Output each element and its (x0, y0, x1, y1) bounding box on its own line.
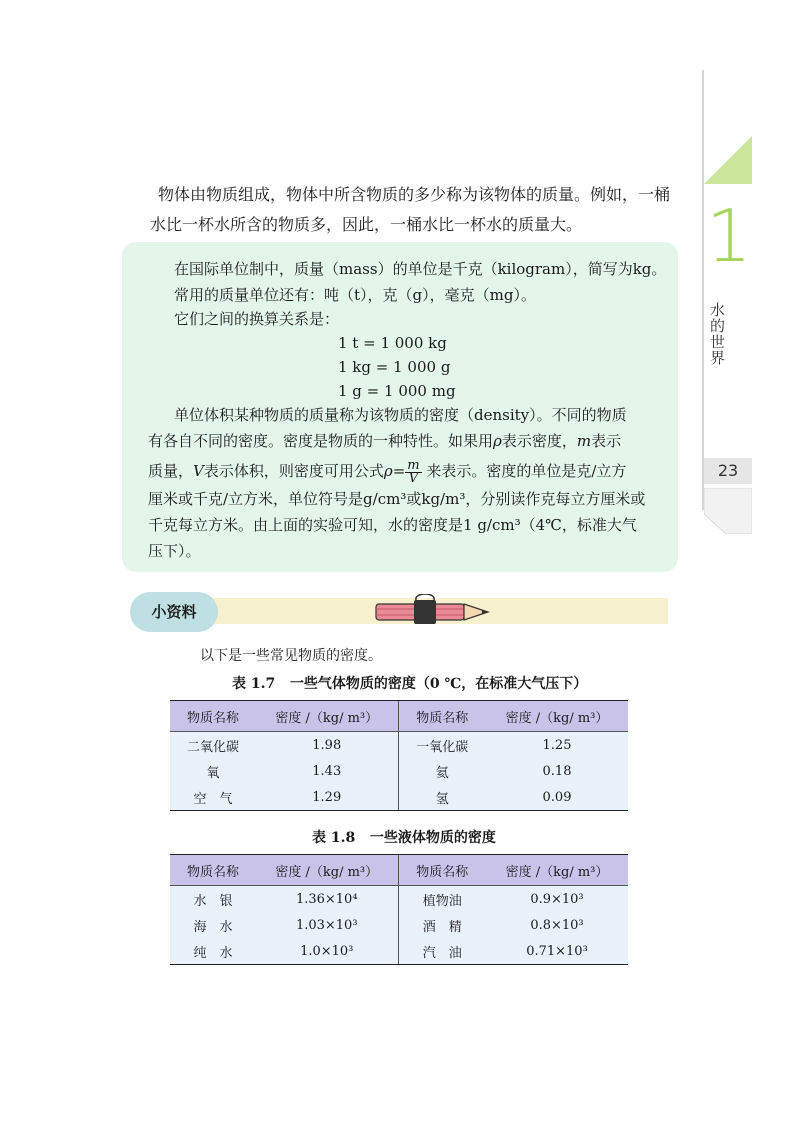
table-row (170, 886, 628, 913)
box-line-2: 常用的质量单位还有：吨（t），克（g），毫克（mg）。 (174, 286, 536, 304)
pencil-icon (370, 594, 500, 628)
density-line-6: 压下）。 (148, 542, 201, 560)
density-line-4: 厘米或千克/立方米，单位符号是g/cm³或kg/m³，分别读作克每立方厘米或 (148, 490, 646, 508)
formula-fraction: $\frac{m}{V}$ (407, 457, 420, 486)
table-gas-density (170, 700, 628, 811)
table-cell: 1.0×10³ (256, 938, 398, 965)
table-cell: 空 气 (170, 784, 256, 811)
header-cell: 密度 /（kg/ m³） (486, 855, 628, 886)
table-cell: 0.71×10³ (486, 938, 628, 965)
table-row (170, 784, 628, 811)
density-line-3: 质量，V表示体积，则密度可用公式ρ= $\frac{m}{V}$ 来表示。密度的单位是克/立方 (148, 457, 627, 486)
table-cell: 1.29 (256, 784, 398, 811)
table-cell: 纯 水 (170, 938, 256, 965)
table-header-row (170, 701, 628, 732)
table-cell: 0.18 (486, 758, 628, 784)
info-header (130, 592, 670, 632)
page-number: 23 (704, 458, 752, 484)
table-cell: 植物油 (398, 886, 486, 913)
table-cell: 1.25 (486, 732, 628, 759)
table-row (170, 732, 628, 759)
box-line-1: 在国际单位制中，质量（mass）的单位是千克（kilogram），简写为kg。 (174, 260, 667, 278)
conversion-3: 1 g = 1 000 mg (338, 382, 456, 400)
box-line-3: 它们之间的换算关系是： (174, 310, 340, 328)
header-cell: 物质名称 (398, 855, 486, 886)
table-row (170, 912, 628, 938)
page-corner-icon (704, 488, 752, 534)
table-cell: 1.36×10⁴ (256, 886, 398, 913)
table-row (170, 758, 628, 784)
info-label: 小资料 (130, 592, 218, 632)
info-intro: 以下是一些常见物质的密度。 (200, 648, 382, 664)
chapter-triangle-icon (704, 136, 752, 184)
table-cell: 一氧化碳 (398, 732, 486, 759)
header-cell: 物质名称 (170, 855, 256, 886)
conversion-1: 1 t = 1 000 kg (338, 334, 447, 352)
table-cell: 1.43 (256, 758, 398, 784)
table-cell: 氦 (398, 758, 486, 784)
header-cell: 物质名称 (398, 701, 486, 732)
header-cell: 物质名称 (170, 701, 256, 732)
table-header-row (170, 855, 628, 886)
table-cell: 二氧化碳 (170, 732, 256, 759)
chapter-number: 1 (706, 194, 752, 278)
density-line-5: 千克每立方米。由上面的实验可知，水的密度是1 g/cm³（4℃，标准大气 (148, 516, 637, 534)
table-cell: 水 银 (170, 886, 256, 913)
table-cell: 0.9×10³ (486, 886, 628, 913)
table-cell: 0.09 (486, 784, 628, 811)
conversion-2: 1 kg = 1 000 g (338, 358, 451, 376)
table-cell: 汽 油 (398, 938, 486, 965)
table-cell: 酒 精 (398, 912, 486, 938)
intro-paragraph: 物体由物质组成，物体中所含物质的多少称为该物体的质量。例如，一桶水比一杯水所含的物质多，因此，一桶水比一杯水的质量大。 (150, 185, 671, 234)
table-cell: 氢 (398, 784, 486, 811)
table1-caption: 表 1.7 一些气体物质的密度（0 ℃，在标准大气压下） (232, 676, 588, 692)
density-line-2: 有各自不同的密度。密度是物质的一种特性。如果用ρ表示密度，m表示 (148, 432, 622, 450)
header-cell: 密度 /（kg/ m³） (256, 701, 398, 732)
density-formula: ρ= (383, 462, 406, 480)
density-line-1: 单位体积某种物质的质量称为该物质的密度（density）。不同的物质 (174, 406, 627, 424)
chapter-title: 水的世界 (710, 301, 726, 367)
table-cell: 氧 (170, 758, 256, 784)
table-row (170, 938, 628, 965)
table2-caption: 表 1.8 一些液体物质的密度 (312, 830, 496, 846)
table-cell: 海 水 (170, 912, 256, 938)
table-cell: 1.03×10³ (256, 912, 398, 938)
header-cell: 密度 /（kg/ m³） (256, 855, 398, 886)
table-cell: 0.8×10³ (486, 912, 628, 938)
definition-box (122, 242, 678, 572)
header-cell: 密度 /（kg/ m³） (486, 701, 628, 732)
table-cell: 1.98 (256, 732, 398, 759)
table-liquid-density (170, 854, 628, 965)
